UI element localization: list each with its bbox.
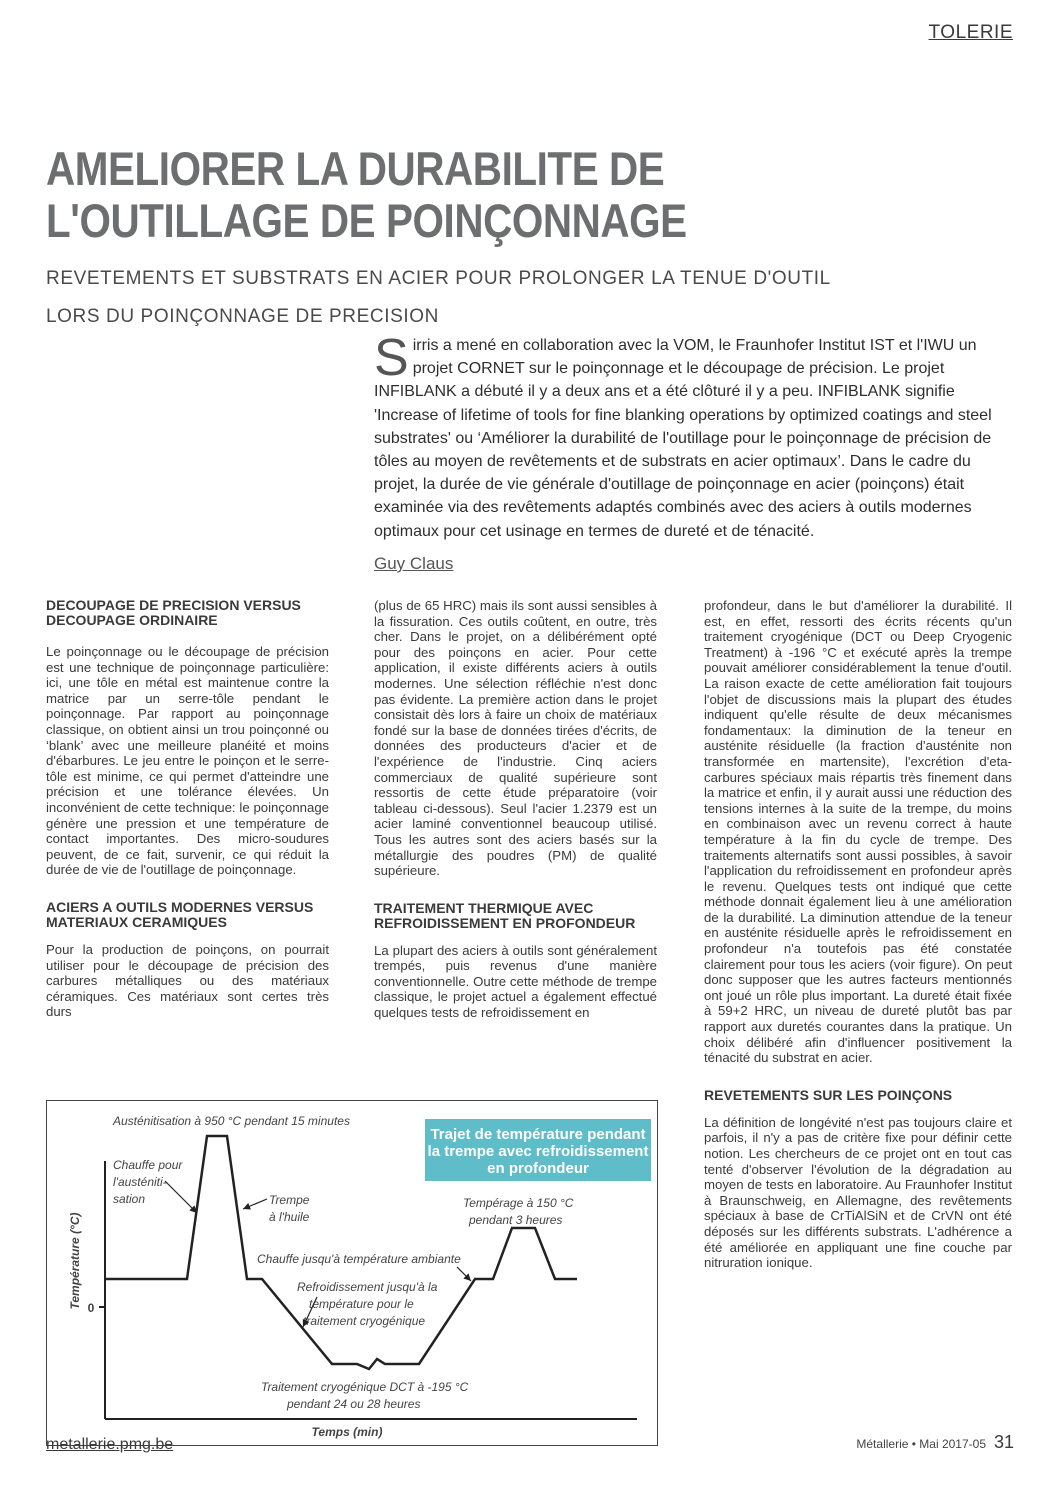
label-chauffe: sation xyxy=(113,1192,146,1206)
zero-label: 0 xyxy=(87,1301,95,1315)
heading-decoupage: DECOUPAGE DE PRECISION VERSUS DECOUPAGE ORDINAIRE xyxy=(46,597,301,628)
article-title xyxy=(46,143,889,247)
diagram-title-line: la trempe avec refroidissement xyxy=(427,1143,649,1160)
label-refroidissement: température pour le xyxy=(309,1297,414,1311)
lead-paragraph xyxy=(374,329,1006,543)
y-axis-label: Température (°C) xyxy=(68,1212,82,1310)
label-trempe: à l'huile xyxy=(269,1210,310,1224)
label-dct: Traitement cryogénique DCT à -195 °C xyxy=(261,1380,469,1394)
paragraph: profondeur, dans le but d'améliorer la durabilité. Il est, en effet, ressorti des écrits récents qu'un traitement cryogénique (DCT ou Deep Cryogenic Treatment) à -196 °C et exécuté après la trempe pouvait améliorer considérablement la tenue d'outil. La raison exacte de cette amélioration fait toujours l'objet de discussions mais la plupart des études indiquent qu'elle résulte de deux mécanismes fondamentaux: la diminution de la teneur en austénite résiduelle (la fraction d'austénite non transformée en martensite), l'excrétion d'eta-carbures spéciaux mais répartis très finement dans la matrice et enfin, il y aurait aussi une réduction des tensions internes à la suite de la trempe, du moins en combinaison avec un revenu correct à haute température à la fin du cycle de trempe. Des traitements alternatifs sont aussi possibles, à savoir l'application du refroidissement en profondeur après le revenu. Quelques tests ont indiqué que cette méthode donnait également lieu à une amélioration de la durabilité. La diminution attendue de la teneur en austénite résiduelle après le refroidissement en profondeur n'a toutefois pas été constatée clairement pour tous les aciers (voir figure). On peut donc supposer que les autres facteurs mentionnés ont joué un rôle plus important. La dureté était fixée à 59+2 HRC, un niveau de dureté plutôt bas par rapport aux duretés courantes dans la pratique. Un choix délibéré afin d'influencer positivement la ténacité du substrat en acier. xyxy=(704,598,1012,1066)
column-2 xyxy=(374,598,657,1034)
label-revenu: pendant 3 heures xyxy=(469,1213,563,1227)
diagram-title-line: en profondeur xyxy=(487,1160,589,1177)
diagram-svg xyxy=(47,1101,657,1445)
paragraph: Pour la production de poinçons, on pourrait utiliser pour le découpage de précision des carbures métalliques ou des matériaux céramiques. Ces matériaux sont certes très durs xyxy=(46,941,329,1020)
paragraph: La plupart des aciers à outils sont généralement trempés, puis revenus d'une manière conventionnelle. Outre cette méthode de trempe classique, le projet actuel a également effectué quelques tests de refroidissement en xyxy=(374,942,657,1021)
drop-cap: S xyxy=(374,329,409,387)
subtitle-line-1: REVETEMENTS ET SUBSTRATS EN ACIER POUR PROLONGER LA TENUE D'OUTIL xyxy=(46,268,831,289)
label-ambiante: Chauffe jusqu'à température ambiante xyxy=(257,1252,461,1266)
arrow-chauffe xyxy=(165,1181,197,1213)
temperature-diagram xyxy=(46,1100,658,1446)
subtitle-line-2: LORS DU POINÇONNAGE DE PRECISION xyxy=(46,306,439,327)
label-revenu: Tempérage à 150 °C xyxy=(463,1196,574,1210)
title-line-2: L'OUTILLAGE DE POINÇONNAGE xyxy=(46,194,687,247)
x-axis-label: Temps (min) xyxy=(311,1425,383,1439)
author-link[interactable]: Guy Claus xyxy=(374,554,454,573)
heading-revetements: REVETEMENTS SUR LES POINÇONS xyxy=(704,1086,953,1103)
section-tag[interactable]: TOLERIE xyxy=(928,22,1013,43)
label-austenitisation: Austénitisation à 950 °C pendant 15 minutes xyxy=(113,1114,350,1128)
diagram-title-line: Trajet de température pendant xyxy=(430,1126,646,1143)
arrow-trempe xyxy=(243,1199,267,1209)
label-refroidissement: Refroidissement jusqu'à la xyxy=(297,1280,438,1294)
label-trempe: Trempe xyxy=(269,1193,310,1207)
lead-text: irris a mené en collaboration avec la VOM, le Fraunhofer Institut IST et l'IWU un projet CORNET sur le poinçonnage et le découpage de précision. Le projet INFIBLANK a débuté il y a deux ans et a été clôturé il y a peu. INFIBLANK signifie 'Increase of lifetime of tools for fine blanking operations by optimized coatings and steel substrates' ou ‘Améliorer la durabilité de l'outillage pour le poinçonnage de précision de tôles au moyen de revêtements et de substrats en acier optimaux’. Dans le cadre du projet, la durée de vie générale d'outillage de poinçonnage en acier (poinçons) était examinée via des revêtements adaptés combinés avec des aciers à outils modernes optimaux pour cet usinage en termes de dureté et de ténacité. xyxy=(374,337,992,540)
column-1 xyxy=(46,598,329,1033)
paragraph: Le poinçonnage ou le découpage de précision est une technique de poinçonnage particulière: ici, une tôle en métal est maintenue contre la matrice par un serre-tôle pendant le poinçonnage. Par rapport au poinçonnage classique, on obtient ainsi un trou poinçonné ou ‘blank’ avec une meilleure planéité et moins d'ébarbures. Le jeu entre le poinçon et le serre-tôle est minime, ce qui permet d'atteindre une précision et une tolérance élevées. Un inconvénient de cette technique: le poinçonnage génère une pression et une température de contact importantes. Des micro-soudures peuvent, de ce fait, survenir, ce qui réduit la durée de vie de l'outillage de poinçonnage. xyxy=(46,644,329,878)
label-chauffe: Chauffe pour xyxy=(113,1158,183,1172)
label-dct: pendant 24 ou 28 heures xyxy=(287,1397,421,1411)
title-line-1: AMELIORER LA DURABILITE DE xyxy=(46,142,665,195)
column-3 xyxy=(704,598,1012,1284)
footer-issue-info: Métallerie • Mai 2017-05 xyxy=(856,1437,986,1451)
arrow-ambiante xyxy=(457,1267,471,1281)
heading-traitement: TRAITEMENT THERMIQUE AVEC REFROIDISSEMENT EN PROFONDEUR xyxy=(374,899,636,931)
footer-website-link[interactable]: metallerie.pmg.be xyxy=(46,1436,174,1453)
heading-aciers: ACIERS A OUTILS MODERNES VERSUS MATERIAUX CERAMIQUES xyxy=(46,898,314,930)
label-chauffe: l'austéniti- xyxy=(113,1175,167,1189)
paragraph: La définition de longévité n'est pas toujours claire et parfois, il n'y a pas de critère fixe pour définir cette notion. Les chercheurs de ce projet ont en tout cas tenté d'observer l'évolution de la dégradation au moyen de tests en laboratoire. Au Fraunhofer Institut à Braunschweig, en Allemagne, des revêtements spéciaux à base de CrTiAlSiN et de CrVN ont été déposés sur les différents substrats. L'adhérence a été améliorée en appliquant une fine couche par nitruration ionique. xyxy=(704,1114,1012,1271)
label-refroidissement: traitement cryogénique xyxy=(303,1314,426,1328)
paragraph: (plus de 65 HRC) mais ils sont aussi sensibles à la fissuration. Ces outils coûtent, en outre, très cher. Dans le projet, on a délibérément opté pour des poinçons en acier. Pour cette application, il existe différents aciers à outils modernes. Une sélection réfléchie n'est donc pas évidente. La première action dans le projet consistait dès lors à faire un choix de matériaux fondé sur la base de données tirées d'écrits, de données des producteurs d'acier et de l'expérience de l'industrie. Cinq aciers commerciaux de qualité supérieure sont ressortis de cette étude préparatoire (voir tableau ci-dessous). Seul l'acier 1.2379 est un acier laminé conventionnel beaucoup utilisé. Tous les autres sont des aciers basés sur la métallurgie des poudres (PM) de qualité supérieure. xyxy=(374,598,657,879)
page-number: 31 xyxy=(993,1432,1014,1452)
